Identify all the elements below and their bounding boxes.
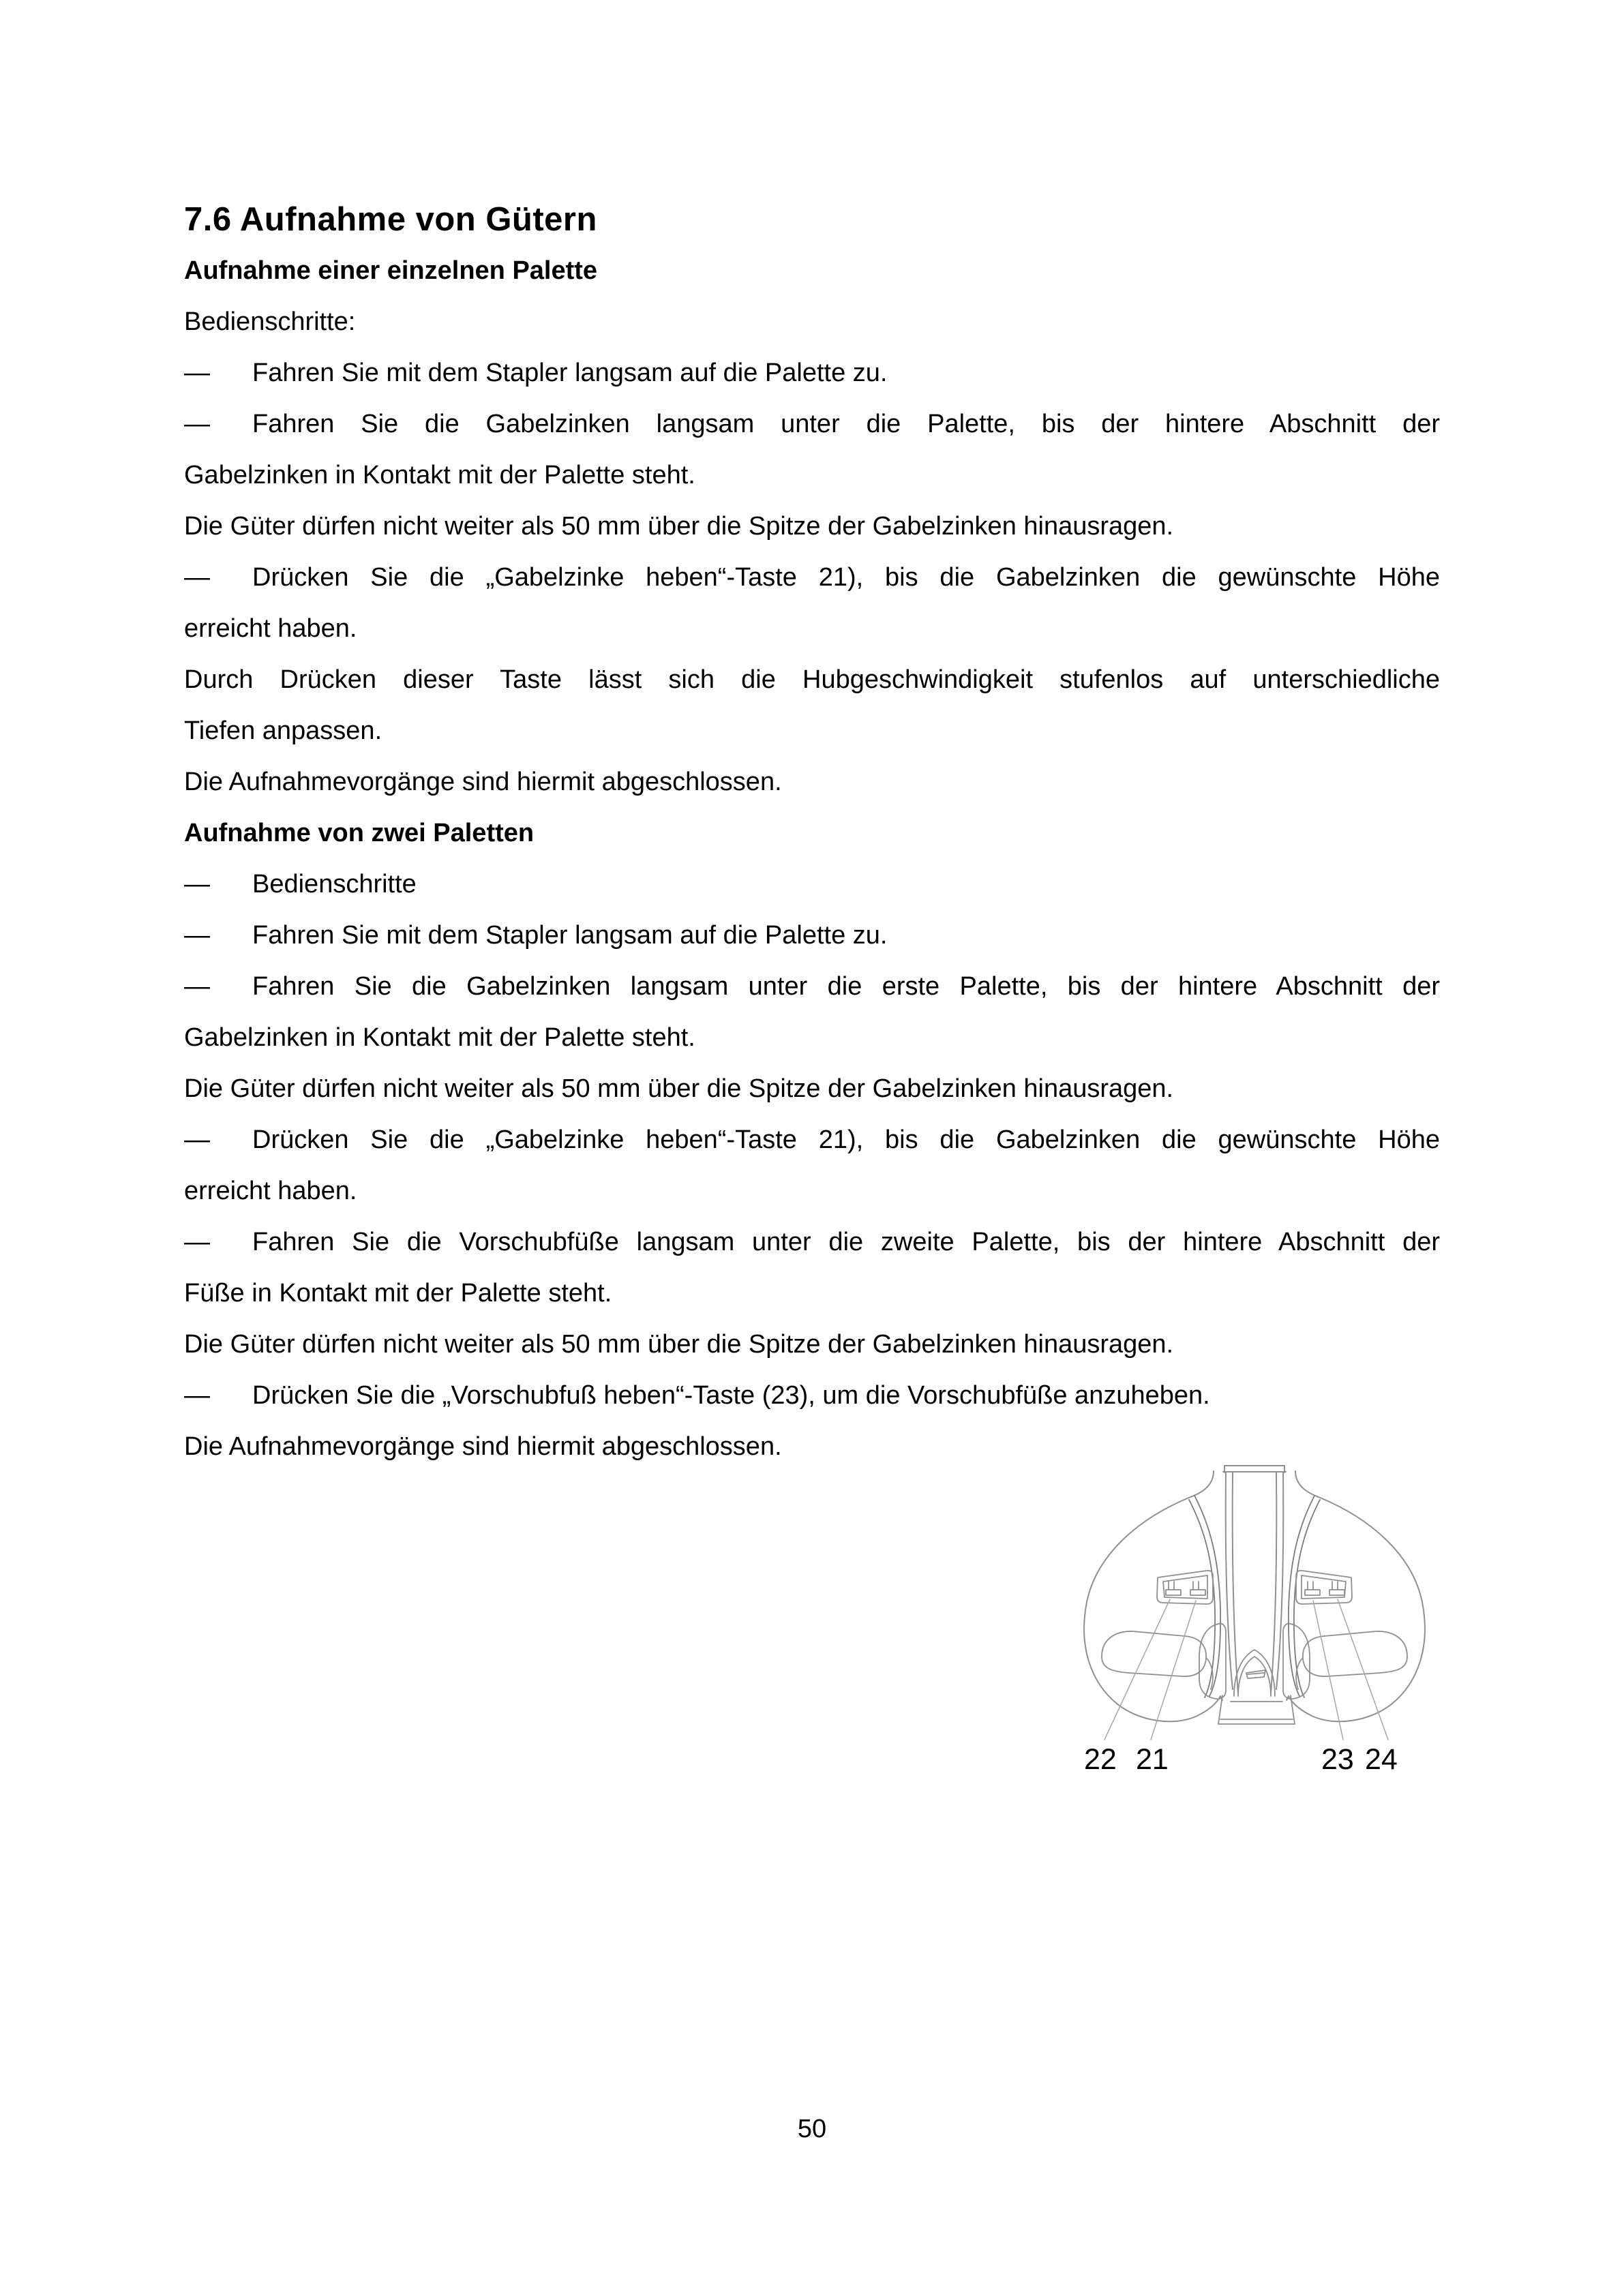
bullet-line-text: Drücken Sie die „Gabelzinke heben“-Taste 21), bis die Gabelzinken die gewünschte Höhe xyxy=(252,1126,1440,1154)
subsection-heading-text: Aufnahme von zwei Paletten xyxy=(184,819,535,847)
paragraph-line-justified xyxy=(184,654,1440,706)
bullet-line xyxy=(184,910,1440,961)
document-body xyxy=(184,194,1440,1472)
paragraph-line xyxy=(184,1268,1440,1319)
bullet-line xyxy=(184,859,1440,910)
bullet-line-justified xyxy=(184,1115,1440,1166)
dash-bullet-icon: — xyxy=(184,972,210,1001)
paragraph-line xyxy=(184,1166,1440,1217)
bullet-line-text: Fahren Sie die Vorschubfüße langsam unter die zweite Palette, bis der hintere Abschnitt der xyxy=(252,1228,1440,1256)
paragraph-line xyxy=(184,1012,1440,1063)
bullet-line-text: Fahren Sie die Gabelzinken langsam unter die erste Palette, bis der hintere Abschnitt der xyxy=(252,972,1440,1001)
paragraph-line-text: Die Güter dürfen nicht weiter als 50 mm über die Spitze der Gabelzinken hinausragen. xyxy=(184,1074,1174,1103)
paragraph-line xyxy=(184,757,1440,808)
bullet-line-text: Drücken Sie die „Gabelzinke heben“-Taste 21), bis die Gabelzinken die gewünschte Höhe xyxy=(252,563,1440,592)
paragraph-line-text: Gabelzinken in Kontakt mit der Palette steht. xyxy=(184,461,695,489)
paragraph-line xyxy=(184,450,1440,501)
dash-bullet-icon: — xyxy=(184,410,210,438)
bullet-line xyxy=(184,348,1440,399)
section-title xyxy=(184,194,1440,245)
dash-bullet-icon: — xyxy=(184,1126,210,1154)
paragraph-line xyxy=(184,297,1440,348)
bullet-line-text: Fahren Sie mit dem Stapler langsam auf die Palette zu. xyxy=(252,359,888,387)
dash-bullet-icon: — xyxy=(184,1228,210,1256)
dash-bullet-icon: — xyxy=(184,921,210,950)
paragraph-line-text: Durch Drücken dieser Taste lässt sich die Hubgeschwindigkeit stufenlos auf unterschiedliche xyxy=(184,665,1440,694)
bullet-line-text: Bedienschritte xyxy=(252,870,417,898)
bullet-line-justified xyxy=(184,399,1440,450)
paragraph-line-text: Die Aufnahmevorgänge sind hiermit abgeschlossen. xyxy=(184,768,782,796)
paragraph-line xyxy=(184,1063,1440,1115)
paragraph-line-text: Die Güter dürfen nicht weiter als 50 mm über die Spitze der Gabelzinken hinausragen. xyxy=(184,1330,1174,1359)
bullet-line-text: Fahren Sie mit dem Stapler langsam auf die Palette zu. xyxy=(252,921,888,950)
paragraph-line-text: Tiefen anpassen. xyxy=(184,716,382,745)
subsection-heading xyxy=(184,808,1440,859)
paragraph-line xyxy=(184,501,1440,552)
bullet-line-justified xyxy=(184,1217,1440,1268)
paragraph-line-text: Die Aufnahmevorgänge sind hiermit abgeschlossen. xyxy=(184,1432,782,1461)
paragraph-line-text: erreicht haben. xyxy=(184,614,357,643)
paragraph-line-text: Füße in Kontakt mit der Palette steht. xyxy=(184,1279,612,1308)
bullet-line-text: Fahren Sie die Gabelzinken langsam unter die Palette, bis der hintere Abschnitt der xyxy=(252,410,1440,438)
paragraph-line-text: Gabelzinken in Kontakt mit der Palette steht. xyxy=(184,1023,695,1052)
section-title-text: 7.6 Aufnahme von Gütern xyxy=(184,201,597,238)
dash-bullet-icon: — xyxy=(184,563,210,592)
page-number: 50 xyxy=(797,2115,827,2143)
paragraph-line xyxy=(184,603,1440,654)
subsection-heading xyxy=(184,245,1440,297)
subsection-heading-text: Aufnahme einer einzelnen Palette xyxy=(184,256,598,285)
figure-label-22: 22 xyxy=(1084,1743,1117,1776)
paragraph-line-text: erreicht haben. xyxy=(184,1177,357,1205)
paragraph-line xyxy=(184,1319,1440,1370)
figure-label-21: 21 xyxy=(1136,1743,1169,1776)
dash-bullet-icon: — xyxy=(184,359,210,387)
bullet-line-text: Drücken Sie die „Vorschubfuß heben“-Taste (23), um die Vorschubfüße anzuheben. xyxy=(252,1381,1210,1410)
paragraph-line-text: Die Güter dürfen nicht weiter als 50 mm über die Spitze der Gabelzinken hinausragen. xyxy=(184,512,1174,541)
bullet-line-justified xyxy=(184,552,1440,603)
tiller-head-drawing xyxy=(1050,1418,1459,1786)
bullet-line xyxy=(184,1370,1440,1421)
paragraph-line xyxy=(184,706,1440,757)
figure-label-24: 24 xyxy=(1365,1743,1398,1776)
paragraph-line-text: Bedienschritte: xyxy=(184,307,356,336)
dash-bullet-icon: — xyxy=(184,870,210,898)
bullet-line-justified xyxy=(184,961,1440,1012)
tiller-head-figure xyxy=(1050,1418,1459,1786)
figure-label-23: 23 xyxy=(1321,1743,1354,1776)
dash-bullet-icon: — xyxy=(184,1381,210,1410)
